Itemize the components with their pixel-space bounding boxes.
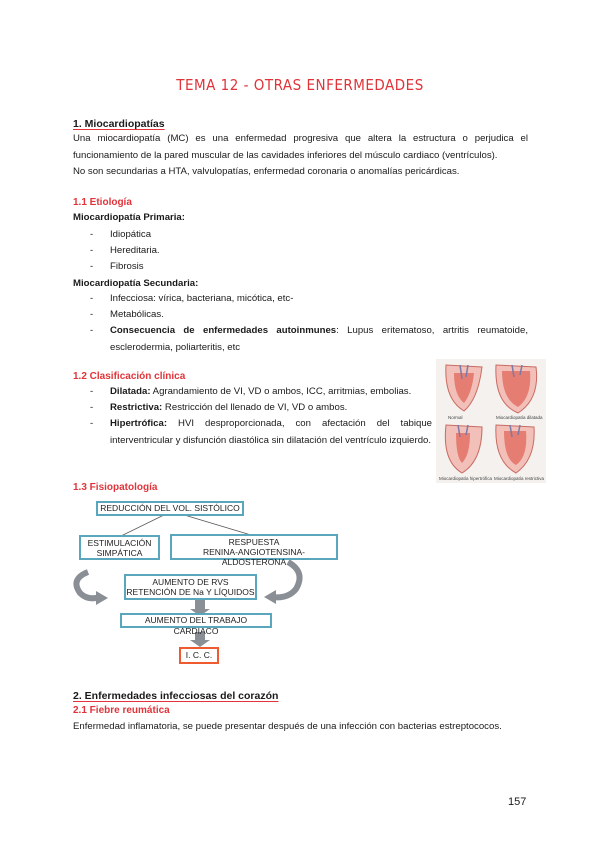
section-1-heading (73, 118, 165, 130)
section-2-1-para: Enfermedad inflamatoria, se puede presentar después de una infección con bacterias estreptococos. (73, 721, 502, 732)
heart-hypertrophic (445, 425, 482, 473)
flow-box-raa (170, 534, 338, 567)
section-1-para-1: Una miocardiopatía (MC) es una enfermedad progresiva que altera la estructura o perjudica el funcionamiento de la pared muscular de las cavidades inferiores del músculo cardiaco (ventrículos). (73, 133, 528, 161)
page-title: TEMA 12 - OTRAS ENFERMEDADES (176, 76, 424, 94)
hearts-illustration (436, 359, 546, 483)
primary-list: - Idiopática - Hereditaria. - Fibrosis (90, 229, 160, 272)
section-2-heading (73, 690, 278, 702)
caption-dilated: Miocardiopatía dilatada (496, 415, 543, 420)
caption-hypertrophic: Miocardiopatía hipertrófica (439, 476, 493, 481)
flow-box-rvs (124, 574, 257, 600)
flow-box-reduction: REDUCCIÓN DEL VOL. SISTÓLICO (96, 501, 244, 516)
section-1-1-heading: 1.1 Etiología (73, 197, 132, 208)
section-1-para-2: No son secundarias a HTA, valvulopatías, enfermedad coronaria o anomalías pericárdicas. (73, 166, 460, 177)
section-1-2-heading: 1.2 Clasificación clínica (73, 371, 186, 382)
page-number: 157 (508, 796, 527, 808)
caption-restrictive: Miocardiopatía restrictiva (494, 476, 545, 481)
section-1-heading-text: 1. Miocardiopatías (73, 118, 165, 130)
secondary-label: Miocardiopatía Secundaria: (73, 278, 199, 289)
secondary-list: - Infecciosa: vírica, bacteriana, micótica, etc- - Metabólicas. - Consecuencia de enfermedades autoinmunes: Lupus eritematoso, artritis reumatoide, esclerodermia, poliarteritis, etc (90, 293, 528, 353)
caption-normal: Normal (448, 415, 463, 420)
flow-box-sympathetic: ESTIMULACIÓN SIMPÁTICA (79, 535, 160, 560)
section-2-heading-text: 2. Enfermedades infecciosas del corazón (73, 690, 279, 702)
heart-dilated (496, 365, 537, 413)
heart-restrictive (496, 425, 534, 473)
flow-box-rvs-line2: RETENCIÓN DE Na Y LÍQUIDOS (126, 587, 255, 597)
section-2-1-heading: 2.1 Fiebre reumática (73, 705, 170, 716)
flow-box-raa-line2: RENINA-ANGIOTENSINA-ALDOSTERONA (202, 547, 305, 567)
flow-box-cardiac-work: AUMENTO DEL TRABAJO CARDIACO (120, 613, 272, 628)
primary-label: Miocardiopatía Primaria: (73, 212, 185, 223)
section-1-3-heading: 1.3 Fisiopatología (73, 482, 158, 493)
classification-list: - Dilatada: Agrandamiento de VI, VD o ambos, ICC, arritmias, embolias. - Restrictiva: Restricción del llenado de VI, VD o ambos. - Hipertrófica: HVI desproporcionada, con afectación del tabique interventricular y disfunción diastólica sin dilatación del ventrículo izquierdo. (90, 386, 432, 446)
cardiomyopathy-figure (436, 359, 546, 483)
flow-box-rvs-line1: AUMENTO DE RVS (152, 577, 229, 587)
heart-normal (446, 365, 482, 411)
flow-box-icc: I. C. C. (179, 647, 219, 664)
flow-box-raa-line1: RESPUESTA (228, 537, 280, 547)
